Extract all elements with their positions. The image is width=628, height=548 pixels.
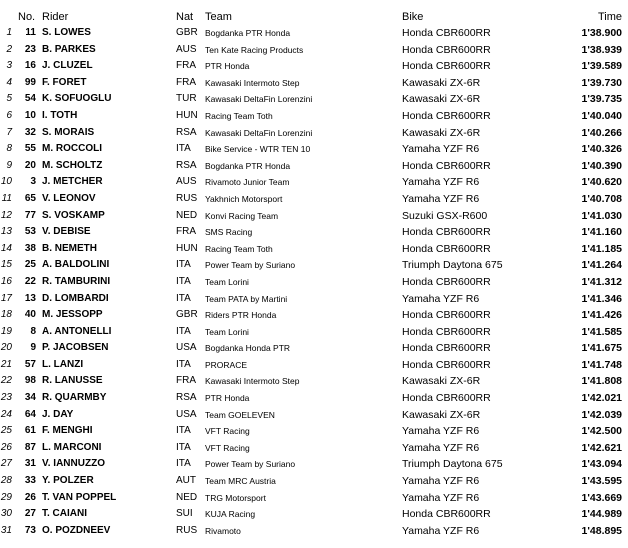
cell-rider: F. FORET — [42, 76, 87, 88]
cell-no: 87 — [24, 441, 36, 453]
cell-nat: RUS — [176, 524, 198, 536]
table-row — [0, 324, 628, 341]
cell-nat: ITA — [176, 425, 191, 437]
cell-pos: 3 — [6, 60, 12, 72]
cell-no: 64 — [24, 408, 36, 420]
cell-no: 73 — [24, 524, 36, 536]
cell-rider: K. SOFUOGLU — [42, 93, 112, 105]
cell-team: SMS Racing — [205, 227, 253, 238]
cell-bike: Kawasaki ZX-6R — [402, 408, 481, 421]
cell-team: Team MRC Austria — [205, 476, 276, 487]
cell-bike: Honda CBR600RR — [402, 358, 491, 371]
cell-pos: 17 — [0, 292, 12, 304]
cell-bike: Kawasaki ZX-6R — [402, 126, 481, 139]
cell-rider: T. VAN POPPEL — [42, 491, 117, 503]
cell-no: 32 — [24, 126, 36, 138]
cell-no: 10 — [24, 109, 36, 121]
cell-nat: FRA — [176, 76, 196, 88]
cell-team: Bogdanka PTR Honda — [205, 160, 291, 171]
cell-no: 61 — [24, 425, 36, 437]
table-row — [0, 125, 628, 142]
cell-pos: 29 — [0, 491, 12, 503]
table-row — [0, 224, 628, 241]
cell-nat: GBR — [176, 309, 198, 321]
table-row — [0, 307, 628, 324]
cell-bike: Yamaha YZF R6 — [402, 192, 480, 205]
cell-team: Team GOELEVEN — [205, 409, 275, 420]
cell-time: 1'41.585 — [581, 325, 622, 338]
header-no: No. — [18, 11, 36, 23]
cell-team: VFT Racing — [205, 426, 250, 437]
cell-time: 1'41.312 — [581, 275, 622, 288]
cell-no: 26 — [24, 491, 36, 503]
cell-bike: Yamaha YZF R6 — [402, 491, 480, 504]
cell-rider: D. LOMBARDI — [42, 292, 109, 304]
cell-pos: 13 — [0, 226, 12, 238]
cell-time: 1'40.326 — [581, 143, 622, 156]
table-row — [0, 291, 628, 308]
cell-pos: 25 — [0, 425, 12, 437]
table-row — [0, 523, 628, 540]
cell-bike: Yamaha YZF R6 — [402, 425, 480, 438]
cell-no: 20 — [24, 159, 36, 171]
cell-time: 1'41.160 — [581, 226, 622, 239]
table-row — [0, 158, 628, 175]
header-nat: Nat — [176, 11, 194, 23]
cell-time: 1'39.730 — [581, 76, 622, 89]
cell-nat: FRA — [176, 226, 196, 238]
cell-pos: 8 — [6, 143, 12, 155]
cell-pos: 15 — [0, 259, 12, 271]
cell-nat: ITA — [176, 143, 191, 155]
cell-bike: Suzuki GSX-R600 — [402, 209, 488, 222]
table-row — [0, 473, 628, 490]
cell-team: Team PATA by Martini — [205, 293, 288, 304]
cell-rider: J. METCHER — [42, 176, 103, 188]
cell-time: 1'38.900 — [581, 27, 622, 39]
cell-nat: AUS — [176, 43, 197, 55]
cell-bike: Honda CBR600RR — [402, 508, 491, 521]
cell-pos: 28 — [0, 475, 12, 487]
cell-time: 1'40.390 — [581, 159, 622, 172]
table-row — [0, 208, 628, 225]
cell-bike: Yamaha YZF R6 — [402, 292, 480, 305]
cell-pos: 5 — [6, 93, 12, 105]
cell-time: 1'38.939 — [581, 43, 622, 56]
cell-rider: L. LANZI — [42, 358, 84, 370]
cell-time: 1'40.266 — [581, 126, 622, 139]
cell-pos: 26 — [0, 441, 12, 453]
cell-time: 1'42.621 — [581, 441, 622, 454]
cell-bike: Honda CBR600RR — [402, 109, 491, 122]
cell-no: 16 — [24, 60, 36, 72]
cell-rider: Y. POLZER — [42, 475, 94, 487]
table-row — [0, 241, 628, 258]
cell-pos: 7 — [6, 126, 12, 138]
cell-nat: ITA — [176, 259, 191, 271]
table-row — [0, 340, 628, 357]
cell-rider: B. PARKES — [42, 43, 96, 55]
cell-time: 1'41.675 — [581, 342, 622, 355]
cell-no: 13 — [24, 292, 36, 304]
cell-team: Bogdanka Honda PTR — [205, 343, 291, 354]
cell-team: Konvi Racing Team — [205, 210, 279, 221]
header-time: Time — [597, 11, 622, 23]
cell-team: Kawasaki DeltaFin Lorenzini — [205, 94, 313, 105]
cell-time: 1'42.500 — [581, 425, 622, 438]
cell-no: 99 — [24, 76, 36, 88]
cell-nat: NED — [176, 209, 198, 221]
cell-nat: RUS — [176, 192, 198, 204]
cell-team: Power Team by Suriano — [205, 260, 296, 271]
cell-pos: 27 — [0, 458, 12, 470]
cell-rider: S. VOSKAMP — [42, 209, 105, 221]
cell-nat: SUI — [176, 508, 193, 520]
cell-rider: R. TAMBURINI — [42, 275, 111, 287]
table-row — [0, 456, 628, 473]
cell-nat: ITA — [176, 358, 191, 370]
cell-team: Team Lorini — [205, 276, 249, 287]
cell-rider: V. LEONOV — [42, 192, 96, 204]
cell-pos: 23 — [0, 392, 12, 404]
cell-team: Rivamoto Junior Team — [205, 177, 290, 188]
cell-team: VFT Racing — [205, 442, 250, 453]
cell-no: 57 — [24, 358, 36, 370]
cell-time: 1'39.589 — [581, 60, 622, 73]
cell-rider: L. MARCONI — [42, 441, 102, 453]
cell-nat: FRA — [176, 375, 196, 387]
cell-bike: Yamaha YZF R6 — [402, 176, 480, 189]
table-row — [0, 423, 628, 440]
table-row — [0, 490, 628, 507]
cell-nat: ITA — [176, 441, 191, 453]
table-row — [0, 42, 628, 59]
cell-nat: ITA — [176, 275, 191, 287]
table-row — [0, 274, 628, 291]
cell-time: 1'41.185 — [581, 242, 622, 255]
cell-no: 23 — [24, 43, 36, 55]
cell-no: 34 — [24, 392, 36, 404]
cell-nat: ITA — [176, 458, 191, 470]
cell-no: 55 — [24, 143, 36, 155]
cell-nat: RSA — [176, 126, 197, 138]
cell-pos: 20 — [0, 342, 12, 354]
cell-team: PTR Honda — [205, 61, 250, 72]
cell-pos: 31 — [0, 524, 12, 536]
cell-rider: M. SCHOLTZ — [42, 159, 103, 171]
cell-time: 1'41.426 — [581, 309, 622, 322]
cell-team: Kawasaki DeltaFin Lorenzini — [205, 127, 313, 138]
cell-nat: NED — [176, 491, 198, 503]
cell-time: 1'43.595 — [581, 475, 622, 488]
cell-bike: Honda CBR600RR — [402, 60, 491, 73]
cell-nat: AUS — [176, 176, 197, 188]
cell-team: Bike Service - WTR TEN 10 — [205, 144, 311, 155]
cell-time: 1'41.748 — [581, 358, 622, 371]
cell-no: 38 — [24, 242, 36, 254]
cell-rider: S. MORAIS — [42, 126, 95, 138]
cell-no: 54 — [24, 93, 36, 105]
cell-bike: Triumph Daytona 675 — [402, 259, 503, 272]
cell-pos: 6 — [6, 109, 12, 121]
cell-rider: R. QUARMBY — [42, 392, 107, 404]
cell-pos: 14 — [0, 242, 12, 254]
cell-no: 9 — [30, 342, 36, 354]
cell-rider: R. LANUSSE — [42, 375, 103, 387]
cell-time: 1'44.989 — [581, 508, 622, 521]
cell-bike: Triumph Daytona 675 — [402, 458, 503, 471]
table-row — [0, 25, 628, 42]
cell-no: 22 — [24, 275, 36, 287]
cell-team: TRG Motorsport — [205, 492, 266, 503]
table-header — [0, 10, 628, 24]
table-row — [0, 390, 628, 407]
cell-bike: Honda CBR600RR — [402, 342, 491, 355]
cell-rider: M. ROCCOLI — [42, 143, 102, 155]
cell-no: 8 — [30, 325, 36, 337]
cell-bike: Honda CBR600RR — [402, 325, 491, 338]
table-row — [0, 75, 628, 92]
cell-rider: O. POZDNEEV — [42, 524, 111, 536]
cell-rider: J. CLUZEL — [42, 60, 93, 72]
cell-no: 40 — [24, 309, 36, 321]
cell-pos: 19 — [0, 325, 12, 337]
cell-bike: Kawasaki ZX-6R — [402, 76, 481, 89]
cell-rider: I. TOTH — [42, 109, 78, 121]
cell-time: 1'43.669 — [581, 491, 622, 504]
cell-team: PTR Honda — [205, 393, 250, 404]
cell-time: 1'41.264 — [581, 259, 622, 272]
cell-rider: A. ANTONELLI — [42, 325, 112, 337]
cell-bike: Yamaha YZF R6 — [402, 441, 480, 454]
cell-pos: 2 — [6, 43, 12, 55]
table-row — [0, 58, 628, 75]
cell-bike: Yamaha YZF R6 — [402, 143, 480, 156]
cell-rider: J. DAY — [42, 408, 74, 420]
table-row — [0, 257, 628, 274]
cell-pos: 10 — [0, 176, 12, 188]
cell-bike: Yamaha YZF R6 — [402, 475, 480, 488]
cell-no: 98 — [24, 375, 36, 387]
cell-time: 1'40.040 — [581, 109, 622, 122]
cell-bike: Honda CBR600RR — [402, 226, 491, 239]
cell-rider: M. JESSOPP — [42, 309, 103, 321]
cell-nat: ITA — [176, 292, 191, 304]
table-row — [0, 506, 628, 523]
cell-team: KUJA Racing — [205, 509, 256, 520]
cell-pos: 30 — [0, 508, 12, 520]
cell-team: PRORACE — [205, 359, 248, 370]
cell-rider: S. LOWES — [42, 27, 91, 38]
cell-nat: RSA — [176, 392, 197, 404]
cell-no: 3 — [30, 176, 36, 188]
cell-time: 1'43.094 — [581, 458, 622, 471]
cell-nat: FRA — [176, 60, 196, 72]
cell-time: 1'40.620 — [581, 176, 622, 189]
cell-pos: 11 — [1, 192, 12, 204]
table-row — [0, 373, 628, 390]
cell-nat: ITA — [176, 325, 191, 337]
table-row — [0, 141, 628, 158]
cell-time: 1'41.808 — [581, 375, 622, 388]
table-row — [0, 440, 628, 457]
cell-team: Team Lorini — [205, 326, 249, 337]
cell-nat: GBR — [176, 27, 198, 38]
cell-nat: HUN — [176, 242, 198, 254]
cell-time: 1'39.735 — [581, 93, 622, 106]
cell-time: 1'42.021 — [581, 392, 622, 405]
cell-no: 65 — [24, 192, 36, 204]
cell-pos: 22 — [0, 375, 12, 387]
cell-rider: V. DEBISE — [42, 226, 91, 238]
cell-bike: Honda CBR600RR — [402, 275, 491, 288]
cell-team: Rivamoto — [205, 525, 241, 536]
cell-nat: AUT — [176, 475, 196, 487]
cell-no: 31 — [24, 458, 36, 470]
cell-bike: Honda CBR600RR — [402, 27, 491, 39]
cell-rider: A. BALDOLINI — [42, 259, 110, 271]
cell-nat: RSA — [176, 159, 197, 171]
cell-bike: Kawasaki ZX-6R — [402, 375, 481, 388]
cell-rider: V. IANNUZZO — [42, 458, 105, 470]
cell-time: 1'40.708 — [581, 192, 622, 205]
cell-rider: T. CAIANI — [42, 508, 87, 520]
cell-team: Yakhnich Motorsport — [205, 193, 283, 204]
cell-pos: 18 — [0, 309, 12, 321]
cell-rider: B. NEMETH — [42, 242, 97, 254]
cell-time: 1'42.039 — [581, 408, 622, 421]
cell-no: 25 — [24, 259, 36, 271]
cell-team: Bogdanka PTR Honda — [205, 28, 291, 38]
cell-pos: 12 — [0, 209, 12, 221]
cell-team: Ten Kate Racing Products — [205, 44, 304, 55]
cell-time: 1'41.030 — [581, 209, 622, 222]
cell-team: Power Team by Suriano — [205, 459, 296, 470]
table-row — [0, 407, 628, 424]
cell-bike: Honda CBR600RR — [402, 159, 491, 172]
cell-nat: USA — [176, 408, 197, 420]
results-table — [0, 10, 628, 539]
cell-no: 77 — [24, 209, 36, 221]
header-rider: Rider — [42, 11, 69, 23]
cell-bike: Honda CBR600RR — [402, 242, 491, 255]
cell-team: Kawasaki Intermoto Step — [205, 376, 300, 387]
table-row — [0, 108, 628, 125]
cell-nat: USA — [176, 342, 197, 354]
table-row — [0, 174, 628, 191]
cell-bike: Honda CBR600RR — [402, 309, 491, 322]
cell-no: 53 — [24, 226, 36, 238]
cell-pos: 4 — [6, 76, 12, 88]
cell-pos: 1 — [6, 27, 12, 38]
cell-team: Racing Team Toth — [205, 243, 273, 254]
cell-bike: Yamaha YZF R6 — [402, 524, 480, 537]
cell-rider: F. MENGHI — [42, 425, 93, 437]
cell-pos: 24 — [0, 408, 12, 420]
table-row — [0, 191, 628, 208]
table-row — [0, 357, 628, 374]
cell-bike: Honda CBR600RR — [402, 43, 491, 56]
cell-time: 1'41.346 — [581, 292, 622, 305]
cell-time: 1'48.895 — [581, 524, 622, 537]
header-team: Team — [205, 11, 232, 23]
cell-pos: 21 — [0, 358, 12, 370]
cell-no: 33 — [24, 475, 36, 487]
cell-team: Riders PTR Honda — [205, 310, 277, 321]
cell-nat: TUR — [176, 93, 197, 105]
header-bike: Bike — [402, 11, 424, 23]
cell-team: Kawasaki Intermoto Step — [205, 77, 300, 88]
cell-no: 11 — [25, 27, 36, 38]
cell-team: Racing Team Toth — [205, 110, 273, 121]
cell-bike: Honda CBR600RR — [402, 392, 491, 405]
table-row — [0, 91, 628, 108]
table-body — [0, 25, 628, 539]
cell-nat: HUN — [176, 109, 198, 121]
cell-no: 27 — [24, 508, 36, 520]
cell-rider: P. JACOBSEN — [42, 342, 109, 354]
cell-bike: Kawasaki ZX-6R — [402, 93, 481, 106]
cell-pos: 9 — [6, 159, 12, 171]
cell-pos: 16 — [0, 275, 12, 287]
